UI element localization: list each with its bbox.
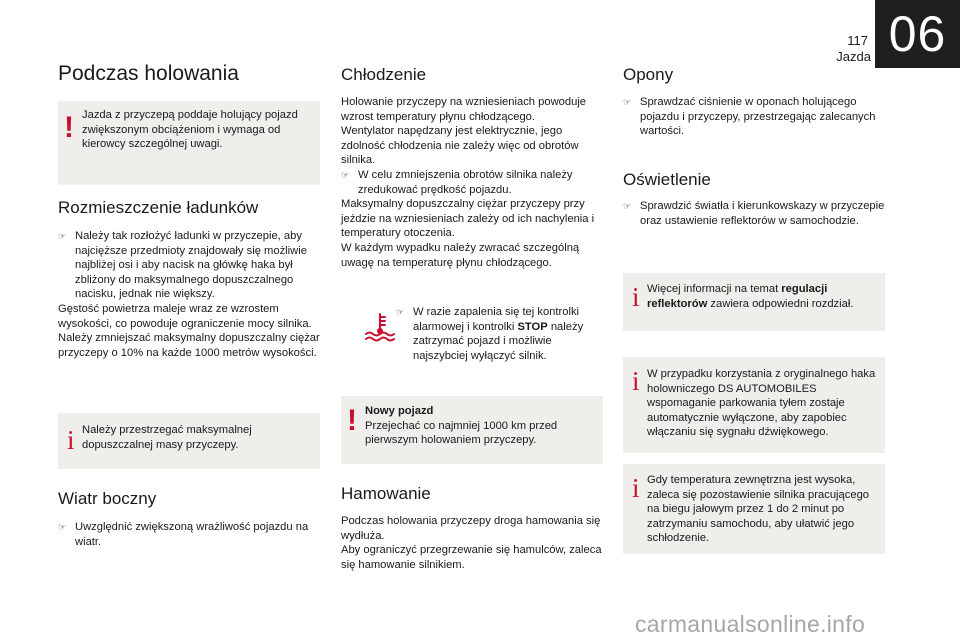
info-bold: regulacji reflektorów: [647, 283, 828, 310]
heading-tyres: Opony: [623, 65, 674, 84]
info-i-icon: i: [632, 366, 640, 396]
paragraph: Podczas holowania przyczepy droga hamowania się wydłuża.: [341, 515, 601, 542]
info-box-text: Gdy temperatura zewnętrzna jest wysoka, zaleca się pozostawienie silnika pracującego na biegu jałowym przez 1 do 2 minut po zatrzymaniu samochodu, aby ułatwić jego schłodzenie.: [647, 474, 870, 545]
exclamation-icon: !: [347, 404, 357, 437]
page-number: 117: [847, 33, 868, 48]
info-box: [623, 357, 885, 453]
list-item: [396, 305, 606, 363]
info-box: [58, 413, 320, 469]
list-item-text: Sprawdzić światła i kierunkowskazy w przyczepie oraz ustawienie reflektorów w samochodzie.: [640, 200, 885, 227]
list-item-text: Uwzględnić zwiększoną wrażliwość pojazdu na wiatr.: [75, 521, 309, 548]
bullet-arrow-icon: ☞: [341, 169, 350, 180]
tyres-section: [623, 95, 885, 139]
braking-section: [341, 514, 603, 572]
list-item: [623, 95, 885, 139]
temp-text-a: W razie zapalenia się tej kontrolki alarmowej i kontrolki: [413, 306, 580, 333]
paragraph: Wentylator napędzany jest elektrycznie, jego zdolność chłodzenia nie zależy więc od obrotów silnika.: [341, 125, 579, 167]
new-vehicle-body: Przejechać co najmniej 1000 km przed pierwszym holowaniem przyczepy.: [365, 419, 558, 447]
new-vehicle-title: Nowy pojazd: [365, 405, 434, 417]
info-box: [623, 464, 885, 554]
lighting-section: [623, 199, 885, 228]
list-item: [341, 168, 603, 197]
bullet-arrow-icon: ☞: [58, 231, 67, 241]
new-vehicle-box: [341, 396, 603, 464]
list-item-text: W celu zmniejszenia obrotów silnika należy zredukować prędkość pojazdu.: [358, 168, 573, 196]
list-item: [623, 199, 885, 228]
list-item: [58, 520, 320, 549]
heading-lighting: Oświetlenie: [623, 170, 711, 189]
load-section: [58, 229, 320, 360]
page-title: Podczas holowania: [58, 62, 239, 85]
warning-box: [58, 101, 320, 185]
coolant-temperature-icon: [363, 312, 397, 342]
stop-label: STOP: [517, 320, 548, 333]
info-box: [623, 273, 885, 331]
exclamation-icon: !: [64, 111, 74, 144]
temp-warning: [396, 305, 606, 363]
list-item-text: Należy tak rozłożyć ładunki w przyczepie, aby najcięższe przedmioty znajdowały się możliwie najbliżej osi i aby nacisk na główkę haka był zbliżony do maksymalnego dopuszczalnego nacisku, jednak nie większy.: [75, 230, 307, 301]
bullet-arrow-icon: ☞: [623, 201, 632, 211]
cooling-section: [341, 95, 603, 270]
list-item-text: Sprawdzać ciśnienie w oponach holującego pojazdu i przyczepy, przestrzegając zalecanych wartości.: [640, 96, 876, 138]
bullet-arrow-icon: ☞: [58, 522, 67, 532]
bullet-arrow-icon: ☞: [623, 97, 632, 107]
new-vehicle-text: [365, 404, 597, 448]
info-text-a: Więcej informacji na temat: [647, 283, 782, 295]
info-i-icon: i: [67, 425, 75, 455]
chapter-tab: 06: [875, 0, 960, 68]
heading-load: Rozmieszczenie ładunków: [58, 198, 259, 217]
info-i-icon: i: [632, 473, 640, 503]
paragraph: Holowanie przyczepy na wzniesieniach powoduje wzrost temperatury płynu chłodzącego.: [341, 96, 587, 123]
list-item-text: [413, 305, 606, 363]
watermark: carmanualsonline.info: [635, 611, 866, 637]
info-box-text: W przypadku korzystania z oryginalnego haka holowniczego DS AUTOMOBILES wspomaganie parkowania tyłem zostaje automatycznie wyłączone, aby zapobiec włączaniu się sygnału dźwiękowego.: [647, 368, 876, 439]
bullet-arrow-icon: ☞: [396, 307, 405, 317]
warning-box-text: Jazda z przyczepą poddaje holujący pojazd zwiększonym obciążeniom i wymaga od kierowcy szczególnej uwagi.: [82, 109, 298, 151]
info-box-text: Należy przestrzegać maksymalnej dopuszczalnej masy przyczepy.: [82, 424, 252, 451]
info-i-icon: i: [632, 282, 640, 312]
list-item: [58, 229, 320, 302]
temp-text-b: należy zatrzymać pojazd i możliwie najszybciej wyłączyć silnik.: [413, 320, 584, 362]
heading-wind: Wiatr boczny: [58, 489, 157, 508]
section-name: Jazda: [836, 49, 871, 64]
info-box-text: [647, 282, 879, 311]
paragraph: W każdym wypadku należy zwracać szczególną uwagę na temperaturę płynu chłodzącego.: [341, 241, 580, 269]
info-text-b: zawiera odpowiedni rozdział.: [707, 297, 854, 310]
paragraph: Aby ograniczyć przegrzewanie się hamulców, zaleca się hamowanie silnikiem.: [341, 544, 602, 571]
wind-section: [58, 520, 320, 549]
paragraph: Gęstość powietrza maleje wraz ze wzrostem wysokości, co powoduje ograniczenie mocy silnika. Należy zmniejszać maksymalny dopuszczalny ciężar przyczepy o 10% na każde 1000 metrów wysokości.: [58, 302, 320, 359]
heading-cooling: Chłodzenie: [341, 65, 427, 84]
heading-braking: Hamowanie: [341, 484, 431, 503]
paragraph: Maksymalny dopuszczalny ciężar przyczepy przy jeździe na wzniesieniach zależy od ich nachylenia i temperatury otoczenia.: [341, 198, 595, 240]
